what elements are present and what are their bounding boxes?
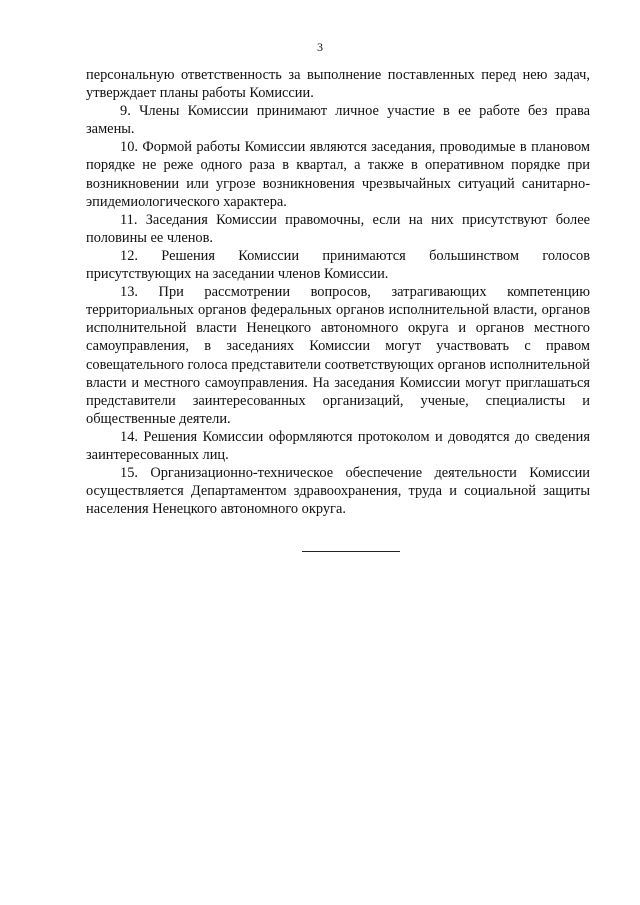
paragraph-12: 12. Решения Комиссии принимаются большинством голосов присутствующих на заседании членов Комиссии. [86,247,590,283]
end-divider [302,551,400,552]
paragraph-14: 14. Решения Комиссии оформляются протоколом и доводятся до сведения заинтересованных лиц. [86,428,590,463]
paragraph-15: 15. Организационно-техническое обеспечение деятельности Комиссии осуществляется Департаментом здравоохранения, труда и социальной защиты населения Ненецкого автономного округа. [86,465,590,518]
paragraph-13: 13. При рассмотрении вопросов, затрагивающих компетенцию территориальных органов федеральных органов исполнительной власти, органов исполнительной власти Ненецкого автономного округа и органов местного самоуправления, в заседаниях Комиссии могут участвовать с правом совещательного голоса представители соответствующих органов исполнительной власти и местного самоуправления. На заседания Комиссии могут приглашаться представители заинтересованных организаций, ученые, специалисты и общественные деятели. [86,284,590,427]
document-body [86,66,590,518]
paragraph-9: 9. Члены Комиссии принимают личное участие в ее работе без права замены. [86,103,590,138]
paragraph-11: 11. Заседания Комиссии правомочны, если на них присутствуют более половины ее членов. [86,211,590,246]
page-number: 3 [317,40,323,54]
paragraph-10: 10. Формой работы Комиссии являются заседания, проводимые в плановом порядке не реже одного раза в квартал, а также в оперативном порядке при возникновении или угрозе возникновения чрезвычайных ситуаций санитарно-эпидемиологического характера. [86,139,590,210]
paragraph-continuation: персональную ответственность за выполнение поставленных перед нею задач, утверждает планы работы Комиссии. [86,67,590,102]
